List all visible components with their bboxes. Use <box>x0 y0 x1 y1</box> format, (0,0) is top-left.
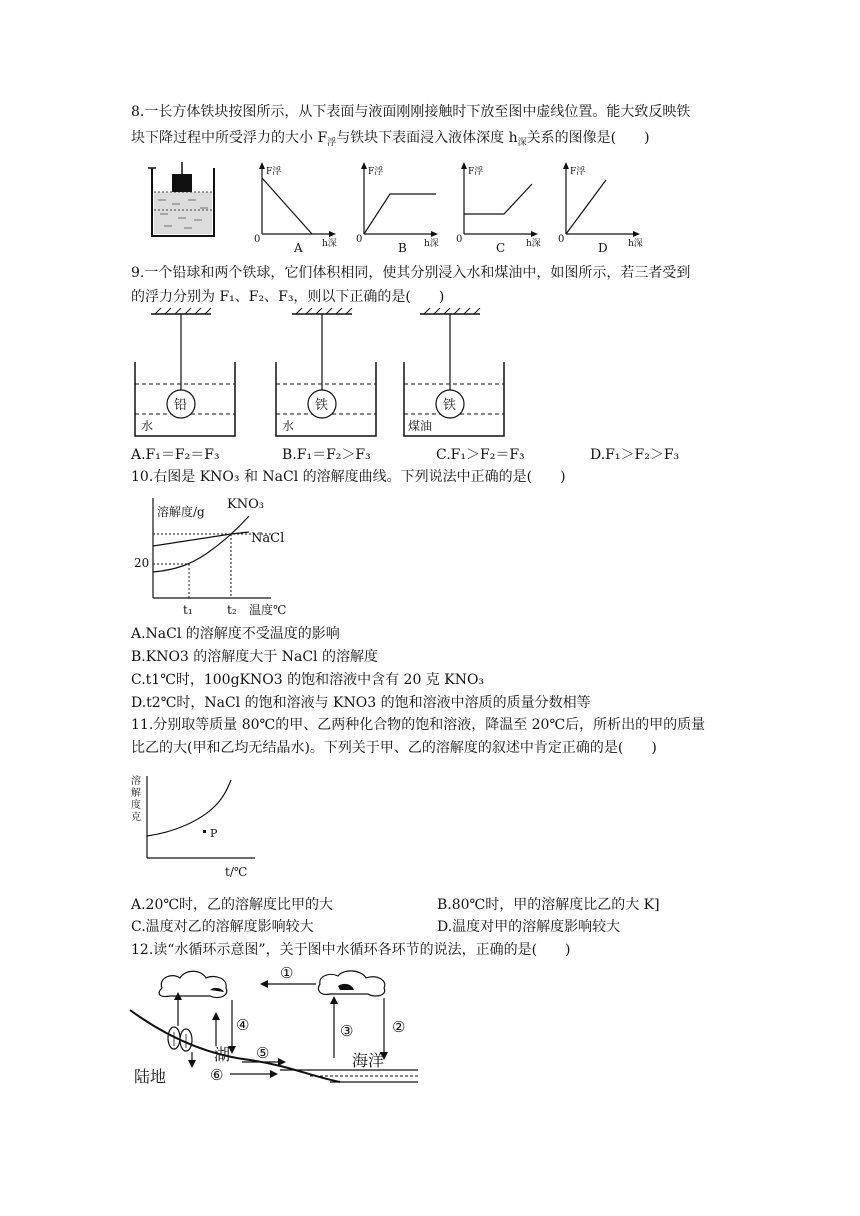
q8-d-origin: 0 <box>558 234 565 245</box>
q9-line1: 9.一个铅球和两个铁球，它们体积相同，使其分别浸入水和煤油中，如图所示，若三者受到 <box>131 265 691 281</box>
q10-option-a: A.NaCl 的溶解度不受温度的影响 <box>131 626 340 642</box>
q8-c-letter: C <box>496 241 506 255</box>
q9-ball-1: 铅 <box>174 398 188 413</box>
q9-beaker-1 <box>131 310 251 440</box>
q12-ocean-label: 海洋 <box>352 1051 385 1070</box>
q12-land-label: 陆地 <box>134 1067 167 1086</box>
q10-xlabel: 温度℃ <box>249 603 287 617</box>
q8-graph-a <box>252 162 342 255</box>
q8-a-origin: 0 <box>254 234 261 245</box>
q8-graph-d <box>556 162 646 255</box>
q9-option-c: C.F₁＞F₂＝F₃ <box>436 447 525 463</box>
q9-ball-2: 铁 <box>315 398 329 413</box>
q8-a-xlabel: h深 <box>322 239 337 249</box>
q10-nacl-label: NaCl <box>251 531 285 546</box>
q12-label-6: ⑥ <box>210 1066 224 1084</box>
q10-ylabel: 溶解度/g <box>157 505 205 519</box>
q10-kno3-label: KNO₃ <box>227 497 264 512</box>
q8-a-letter: A <box>294 241 303 255</box>
q9-beaker-2 <box>272 310 392 440</box>
q11-option-a: A.20℃时，乙的溶解度比甲的大 <box>131 897 334 913</box>
q12-lake-label: 湖 <box>214 1045 231 1064</box>
q12-label-3: ③ <box>340 1022 354 1040</box>
q11-ylabel-1: 溶 <box>131 776 141 787</box>
q12-water-cycle-diagram <box>130 966 420 1088</box>
q8-line2b: 与铁块下表面浸入液体深度 h <box>336 130 518 146</box>
q12-label-4: ④ <box>236 1016 250 1034</box>
q11-solubility-chart <box>131 770 271 880</box>
q11-ylabel-4: 克 <box>131 812 141 823</box>
q10-option-c: C.t1℃时，100gKNO3 的饱和溶液中含有 20 克 KNO₃ <box>131 672 485 688</box>
q8-line2a: 块下降过程中所受浮力的大小 F <box>131 130 328 146</box>
q11-option-d: D.温度对甲的溶解度影响较大 <box>437 919 621 935</box>
q10-line1: 10.右图是 KNO₃ 和 NaCl 的溶解度曲线。下列说法中正确的是( ) <box>131 469 566 485</box>
q9-liquid-1: 水 <box>141 419 154 433</box>
q10-ytick-20: 20 <box>134 556 150 570</box>
q8-graph-b <box>354 162 444 255</box>
q10-xtick-t2: t₂ <box>227 603 237 617</box>
q9-option-a: A.F₁＝F₂＝F₃ <box>131 447 220 463</box>
q10-option-b: B.KNO3 的溶解度大于 NaCl 的溶解度 <box>131 649 378 665</box>
q12-label-5: ⑤ <box>256 1044 270 1062</box>
q8-d-ylabel: F浮 <box>570 167 586 177</box>
q9-option-b: B.F₁＝F₂＞F₃ <box>282 447 371 463</box>
q12-label-2: ② <box>392 1018 406 1036</box>
q9-liquid-2: 水 <box>282 419 295 433</box>
q8-c-xlabel: h深 <box>526 239 541 249</box>
q9-option-d: D.F₁＞F₂＞F₃ <box>590 447 680 463</box>
q8-line2c: 关系的图像是( ) <box>526 130 650 146</box>
q12-label-1: ① <box>280 964 294 982</box>
q8-b-xlabel: h深 <box>424 239 439 249</box>
q8-b-ylabel: F浮 <box>368 167 384 177</box>
q10-option-d: D.t2℃时，NaCl 的饱和溶液与 KNO3 的饱和溶液中溶质的质量分数相等 <box>131 695 591 711</box>
q9-beaker-3 <box>400 310 520 440</box>
q8-d-xlabel: h深 <box>628 239 643 249</box>
q8-beaker-figure <box>148 162 218 242</box>
q8-d-letter: D <box>598 241 608 255</box>
q8-line2 <box>131 128 650 153</box>
q11-ylabel-2: 解 <box>131 788 141 799</box>
q11-option-c: C.温度对乙的溶解度影响较大 <box>131 919 314 935</box>
q9-liquid-3: 煤油 <box>408 419 433 433</box>
q8-c-ylabel: F浮 <box>468 167 484 177</box>
q10-xtick-t1: t₁ <box>183 603 193 617</box>
q11-line2: 比乙的大(甲和乙均无结晶水)。下列关于甲、乙的溶解度的叙述中肯定正确的是( ) <box>131 740 657 756</box>
q8-b-letter: B <box>398 241 407 255</box>
q8-c-origin: 0 <box>456 234 463 245</box>
q8-graph-c <box>454 162 544 255</box>
q8-line1: 8.一长方体铁块按图所示，从下表面与液面刚刚接触时下放至图中虚线位置。能大致反映铁 <box>131 104 691 120</box>
q8-b-origin: 0 <box>356 234 363 245</box>
q11-line1: 11.分别取等质量 80℃的甲、乙两种化合物的饱和溶液，降温至 20℃后，所析出的甲的质量 <box>131 717 706 733</box>
q11-point-p: P <box>210 827 218 840</box>
q11-option-b: B.80℃时，甲的溶解度比乙的大 K] <box>437 897 660 913</box>
q12-line1: 12.读“水循环示意图”，关于图中水循环各环节的说法，正确的是( ) <box>131 942 571 958</box>
q8-a-ylabel: F浮 <box>266 167 282 177</box>
q11-xlabel: t/℃ <box>225 865 248 879</box>
q11-ylabel-3: 度 <box>131 800 141 811</box>
q8-sub-shen: 深 <box>517 138 527 148</box>
q8-sub-fu: 浮 <box>327 138 337 148</box>
q9-ball-3: 铁 <box>443 398 457 413</box>
q9-line2: 的浮力分别为 F₁、F₂、F₃，则以下正确的是( ) <box>131 289 445 305</box>
q10-solubility-chart <box>131 492 311 622</box>
